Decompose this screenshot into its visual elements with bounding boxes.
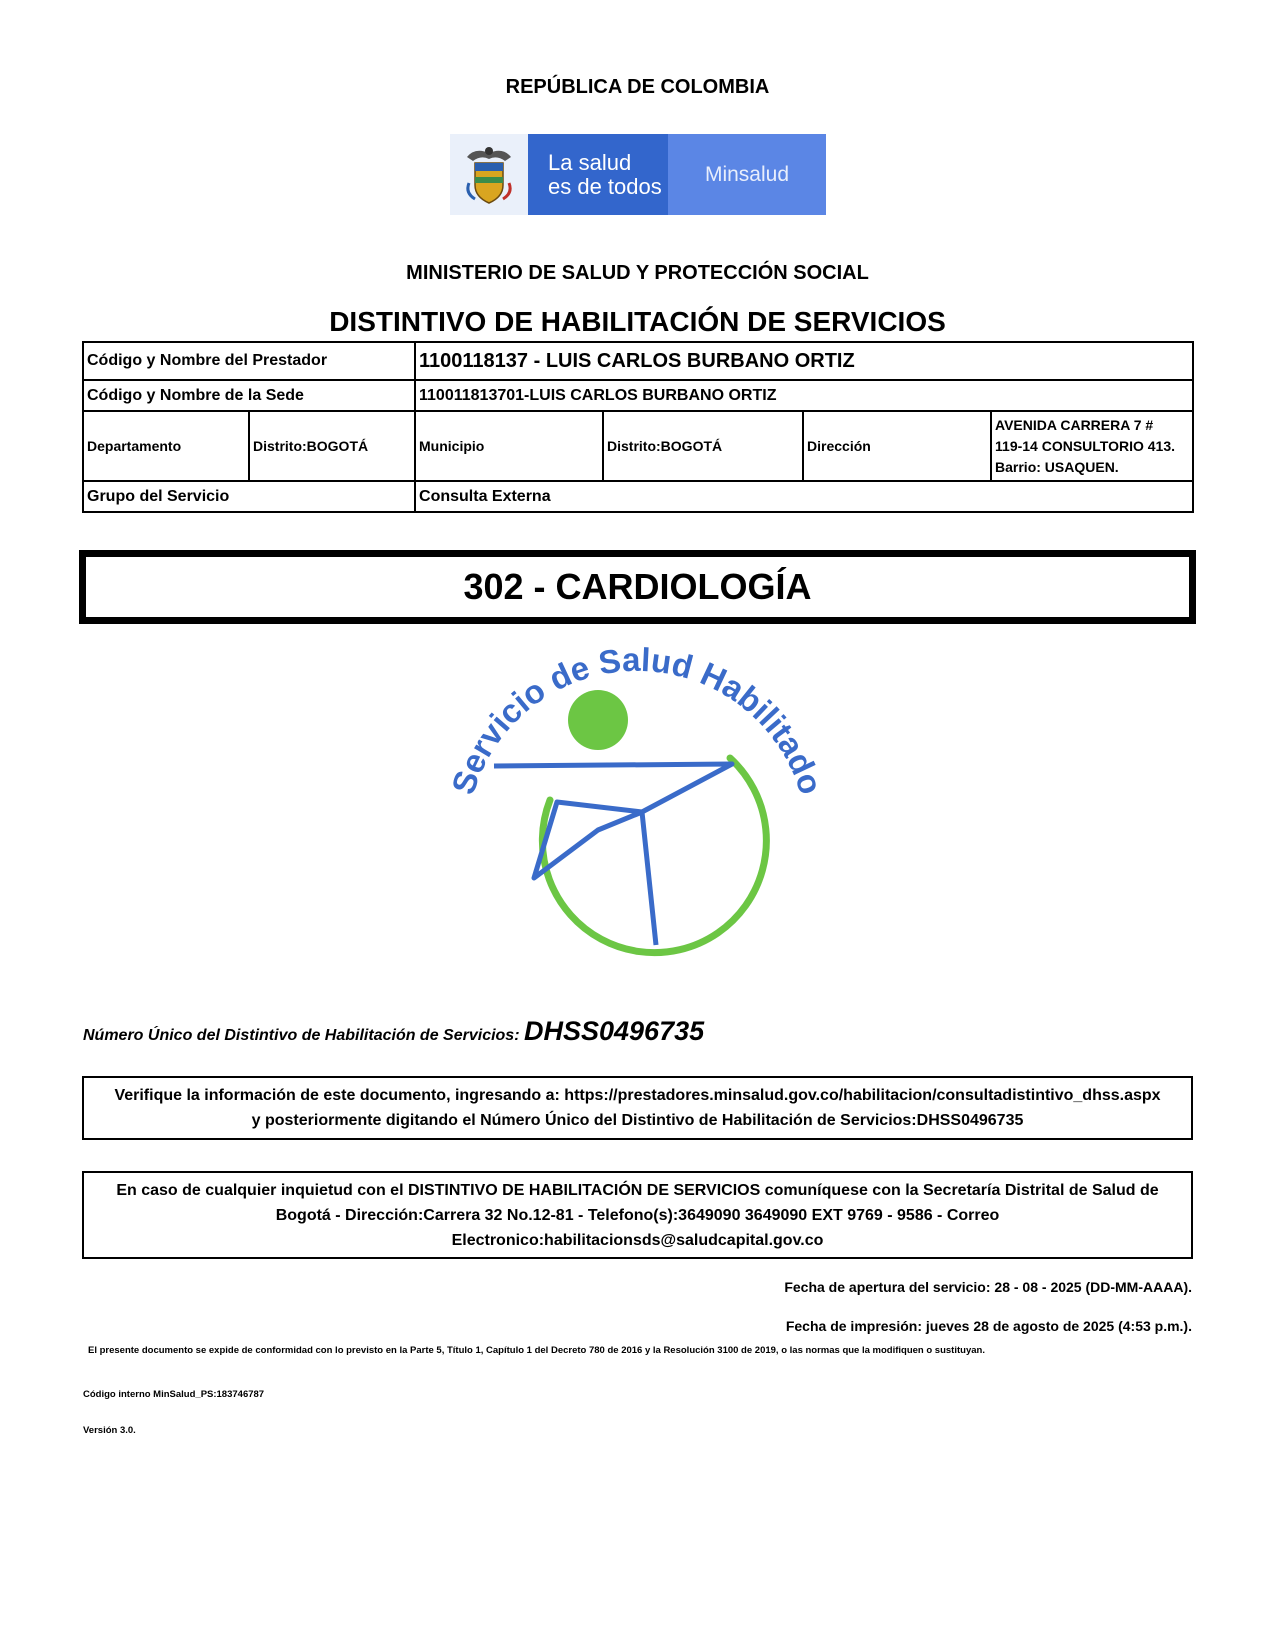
contact-line-3: Electronico:habilitacionsds@saludcapital.gov.co [451, 1232, 824, 1249]
verify-box [82, 1076, 1193, 1140]
legal-notice: El presente documento se expide de conformidad con lo previsto en la Parte 5, Título 1, Capítulo 1 del Decreto 780 de 2016 y la Resolución 3100 de 2019, o las normas que la modifiquen o sustituyan. [88, 1345, 985, 1356]
table-row [83, 481, 1193, 512]
prestador-value: 1100118137 - LUIS CARLOS BURBANO ORTIZ [415, 342, 1193, 380]
seal-figure [494, 764, 732, 945]
logo-brand: Minsalud [668, 134, 826, 215]
logo-slogan [528, 134, 668, 215]
departamento-value: Distrito:BOGOTÁ [249, 411, 415, 481]
seal-text-path: Servicio de Salud Habilitado [444, 640, 830, 799]
grupo-value: Consulta Externa [415, 481, 1193, 512]
direccion-line-3: Barrio: USAQUEN. [995, 458, 1119, 475]
unique-number-value: DHSS0496735 [523, 1016, 705, 1046]
version: Versión 3.0. [83, 1425, 136, 1436]
seal-text [444, 641, 830, 799]
departamento-label: Departamento [83, 411, 249, 481]
country-heading: REPÚBLICA DE COLOMBIA [505, 76, 770, 98]
minsalud-logo [450, 134, 826, 215]
slogan-line-2: es de todos [548, 173, 662, 199]
service-name-box [79, 550, 1196, 624]
service-name: 302 - CARDIOLOGÍA [463, 566, 812, 607]
verify-line-1: Verifique la información de este documento, ingresando a: https://prestadores.minsalud.gov.co/habilitacion/consultadistintivo_dhss.aspx [114, 1087, 1161, 1104]
seal-head [568, 690, 628, 750]
contact-box [82, 1171, 1193, 1259]
direccion-line-1: AVENIDA CARRERA 7 # [995, 416, 1154, 433]
ministry-heading: MINISTERIO DE SALUD Y PROTECCIÓN SOCIAL [406, 262, 869, 284]
habilitated-service-seal-icon [440, 640, 840, 1000]
municipio-label: Municipio [415, 411, 603, 481]
sede-label: Código y Nombre de la Sede [83, 380, 415, 411]
internal-code: Código interno MinSalud_PS:183746787 [83, 1389, 265, 1400]
table-row [83, 342, 1193, 380]
sede-value: 110011813701-LUIS CARLOS BURBANO ORTIZ [415, 380, 1193, 411]
document-title: DISTINTIVO DE HABILITACIÓN DE SERVICIOS [329, 306, 946, 337]
coat-of-arms-icon [450, 134, 528, 215]
unique-number-row [83, 1016, 1183, 1047]
municipio-value: Distrito:BOGOTÁ [603, 411, 803, 481]
verify-line-2: y posteriormente digitando el Número Único del Distintivo de Habilitación de Servicios:DHSS0496735 [251, 1112, 1024, 1129]
direccion-line-2: 119-14 CONSULTORIO 413. [995, 437, 1176, 454]
prestador-label: Código y Nombre del Prestador [83, 342, 415, 380]
grupo-label: Grupo del Servicio [83, 481, 415, 512]
provider-info-table [82, 341, 1194, 513]
opening-date: Fecha de apertura del servicio: 28 - 08 - 2025 (DD-MM-AAAA). [784, 1279, 1192, 1295]
direccion-label: Dirección [803, 411, 991, 481]
table-row [83, 380, 1193, 411]
print-date: Fecha de impresión: jueves 28 de agosto de 2025 (4:53 p.m.). [785, 1318, 1192, 1334]
contact-line-2: Bogotá - Dirección:Carrera 32 No.12-81 - Telefono(s):3649090 3649090 EXT 9769 - 9586 - Correo [275, 1207, 1000, 1224]
direccion-value [991, 411, 1193, 481]
unique-number-label: Número Único del Distintivo de Habilitación de Servicios: [83, 1027, 520, 1044]
table-row [83, 411, 1193, 481]
slogan-line-1: La salud [548, 149, 632, 175]
contact-line-1: En caso de cualquier inquietud con el DISTINTIVO DE HABILITACIÓN DE SERVICIOS comuníquese con la Secretaría Distrital de Salud de [116, 1182, 1159, 1199]
